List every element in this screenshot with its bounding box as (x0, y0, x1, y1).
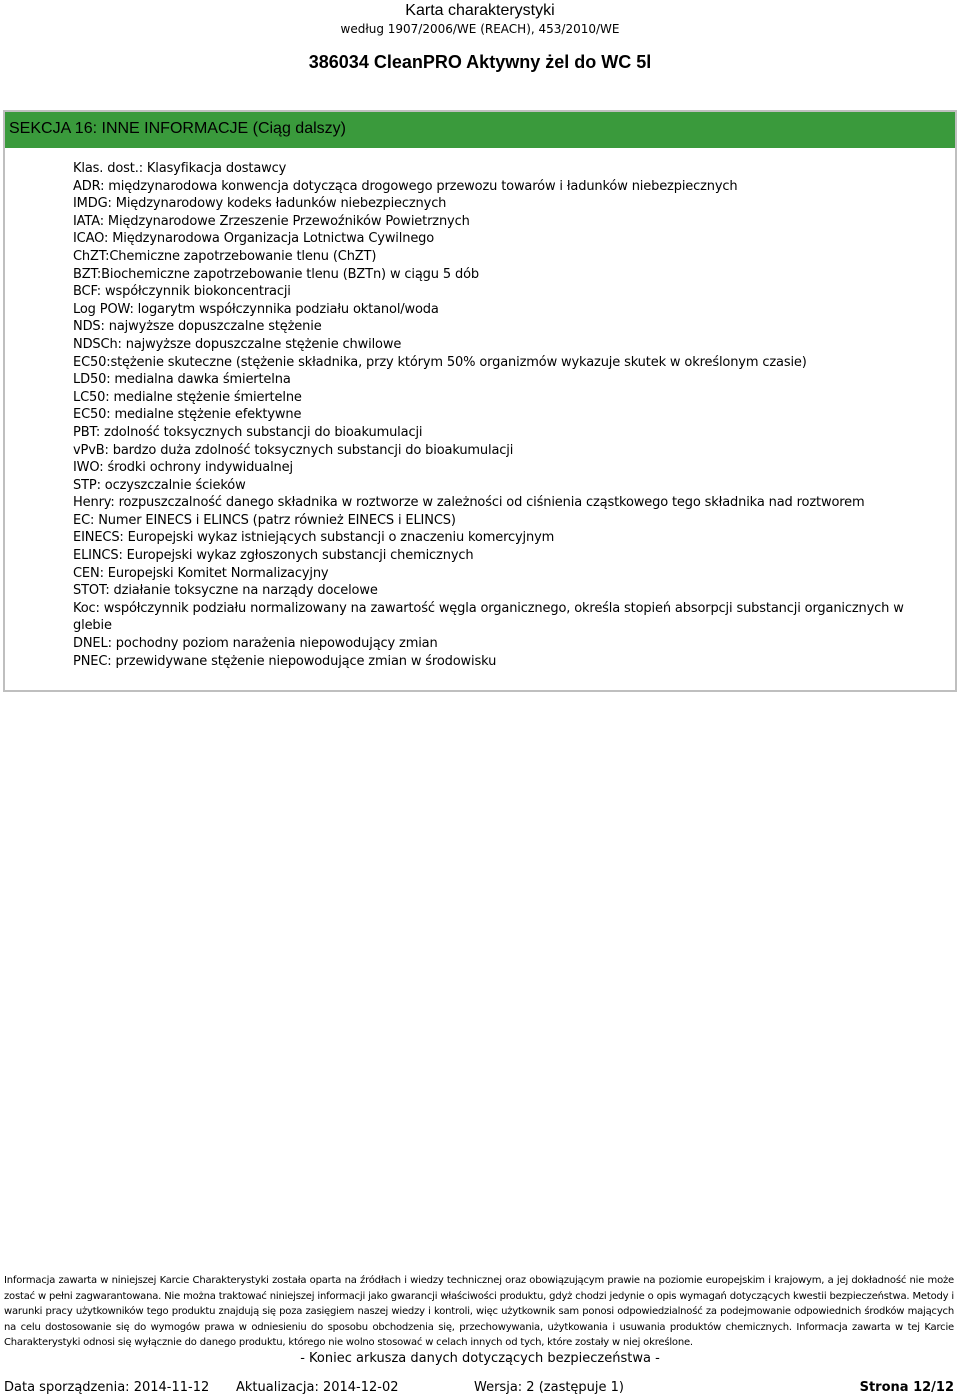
disclaimer-text: Informacja zawarta w niniejszej Karcie Charakterystyki została oparta na źródłach i wiedzy technicznej oraz obowiązującym prawie na poziomie europejskim i krajowym, a jej dokładność nie może zostać w pełni zagwarantowana. Nie można traktować niniejszej informacji jako gwarancji właściwości produktu, gdyż chodzi jedynie o opis wymagań dotyczących kwestii bezpieczeństwa. Metody i warunki pracy użytkowników tego produktu znajdują się poza zasięgiem naszej wiedzy i kontroli, więc użytkownik sam ponosi odpowiedzialność za podejmowanie odpowiednich środków mających na celu dostosowanie się do wymogów prawa w odniesieniu do sposobu obchodzenia się, przechowywania, użytkowania i usuwania produktów chemicznych. Informacja zawarta w tej Karcie Charakterystyki odnosi się wyłącznie do danego produktu, którego nie wolno stosować w celach innych od tych, które zostały w niej określone. (4, 1275, 954, 1348)
abbreviation-line: ELINCS: Europejski wykaz zgłoszonych substancji chemicznych (73, 548, 474, 564)
abbreviation-line: NDSCh: najwyższe dopuszczalne stężenie chwilowe (73, 336, 402, 352)
abbreviation-list (73, 160, 933, 670)
document-title: Karta charakterystyki (405, 2, 555, 19)
section-16-box (3, 110, 957, 692)
regulation-subtitle: według 1907/2006/WE (REACH), 453/2010/WE (340, 22, 620, 36)
abbreviation-line: LD50: medialna dawka śmiertelna (73, 372, 291, 388)
abbreviation-line: Henry: rozpuszczalność danego składnika w roztworze w zależności od ciśnienia cząstkowego tego składnika nad roztworem (73, 495, 865, 511)
section-title: SEKCJA 16: INNE INFORMACJE (Ciąg dalszy) (9, 120, 346, 137)
abbreviation-line: IMDG: Międzynarodowy kodeks ładunków niebezpiecznych (73, 196, 447, 212)
abbreviation-line: EINECS: Europejski wykaz istniejących substancji o znaczeniu komercyjnym (73, 530, 555, 546)
abbreviation-line: EC50:stężenie skuteczne (stężenie składnika, przy którym 50% organizmów wykazuje skutek w określonym czasie) (73, 354, 807, 370)
abbreviation-line: vPvB: bardzo duża zdolność toksycznych substancji do bioakumulacji (73, 442, 514, 458)
abbreviation-line: CEN: Europejski Komitet Normalizacyjny (73, 565, 329, 581)
abbreviation-line: EC: Numer EINECS i ELINCS (patrz również EINECS i ELINCS) (73, 512, 456, 528)
prepared-date: Data sporządzenia: 2014-11-12 (4, 1380, 210, 1395)
abbreviation-line: NDS: najwyższe dopuszczalne stężenie (73, 319, 322, 335)
abbreviation-line: EC50: medialne stężenie efektywne (73, 407, 302, 423)
updated-date: Aktualizacja: 2014-12-02 (236, 1380, 399, 1395)
abbreviation-line: IWO: środki ochrony indywidualnej (73, 460, 293, 476)
abbreviation-line: ICAO: Międzynarodowa Organizacja Lotnictwa Cywilnego (73, 231, 435, 247)
abbreviation-line: BCF: współczynnik biokoncentracji (73, 284, 291, 300)
abbreviation-line: STOT: działanie toksyczne na narządy docelowe (73, 583, 378, 599)
abbreviation-line: IATA: Międzynarodowe Zrzeszenie Przewoźników Powietrznych (73, 213, 470, 229)
abbreviation-line: PBT: zdolność toksycznych substancji do bioakumulacji (73, 424, 423, 440)
abbreviation-line: Koc: współczynnik podziału normalizowany na zawartość węgla organicznego, określa stopień absorpcji substancji organicznych w glebie (73, 600, 904, 634)
abbreviation-line: STP: oczyszczalnie ścieków (73, 477, 246, 493)
abbreviation-line: Klas. dost.: Klasyfikacja dostawcy (73, 161, 287, 176)
section-header-band (5, 112, 955, 148)
version-info: Wersja: 2 (zastępuje 1) (474, 1380, 625, 1395)
abbreviation-line: Log POW: logarytm współczynnika podziału oktanol/woda (73, 301, 439, 317)
abbreviation-line: LC50: medialne stężenie śmiertelne (73, 389, 302, 405)
abbreviation-line: BZT:Biochemiczne zapotrzebowanie tlenu (BZTn) w ciągu 5 dób (73, 266, 479, 282)
abbreviation-line: ADR: międzynarodowa konwencja dotycząca drogowego przewozu towarów i ładunków niebezpiecznych (73, 178, 738, 194)
page-number: Strona 12/12 (859, 1380, 954, 1395)
document-footer-bar (4, 1380, 954, 1400)
abbreviation-line: ChZT:Chemiczne zapotrzebowanie tlenu (ChZT) (73, 248, 377, 264)
abbreviation-line: PNEC: przewidywane stężenie niepowodujące zmian w środowisku (73, 653, 497, 669)
abbreviation-line: DNEL: pochodny poziom narażenia niepowodujący zmian (73, 636, 438, 652)
end-of-sheet-marker: - Koniec arkusza danych dotyczących bezpieczeństwa - (300, 1351, 660, 1366)
product-name: 386034 CleanPRO Aktywny żel do WC 5l (308, 52, 652, 72)
